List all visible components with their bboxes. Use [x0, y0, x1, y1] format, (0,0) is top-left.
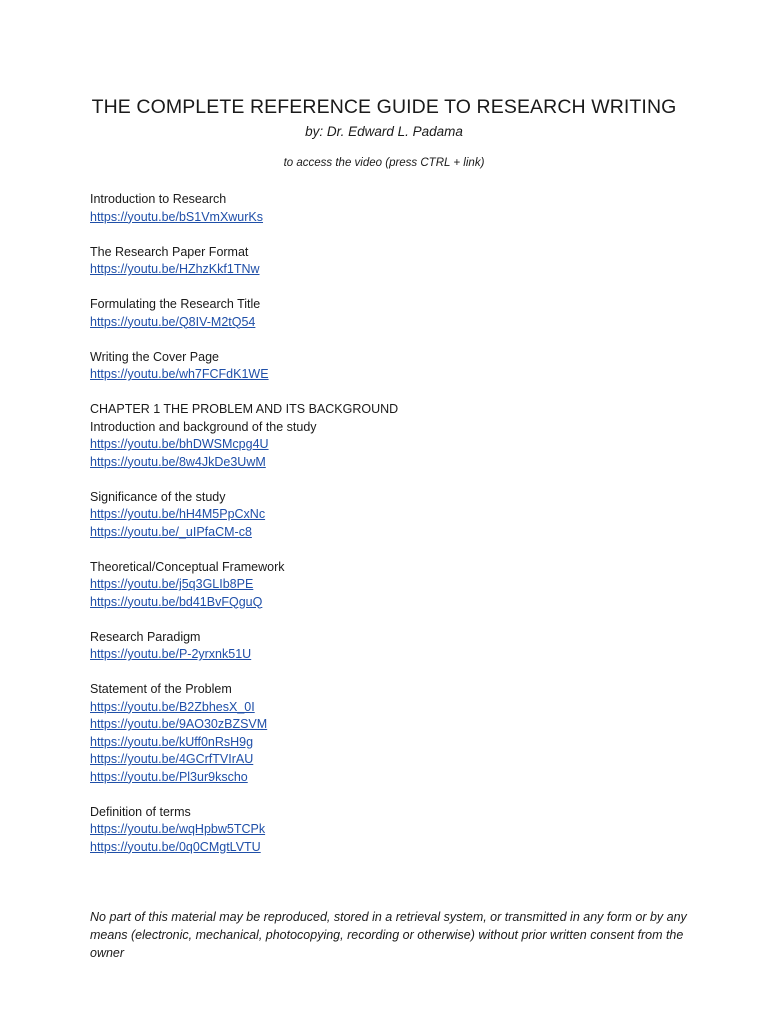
- section-heading: Definition of terms: [90, 804, 191, 819]
- video-link[interactable]: https://youtu.be/j5q3GLIb8PE: [90, 577, 254, 591]
- section-heading: Statement of the Problem: [90, 682, 232, 696]
- video-link[interactable]: https://youtu.be/P-2yrxnk51U: [90, 647, 252, 661]
- section-heading: Writing the Cover Page: [90, 349, 219, 364]
- video-link[interactable]: https://youtu.be/Q8IV-M2tQ54: [90, 314, 256, 329]
- video-section: [90, 401, 690, 471]
- section-heading: Significance of the study: [90, 489, 226, 504]
- section-heading: Introduction to Research: [90, 192, 227, 206]
- video-link[interactable]: https://youtu.be/bS1VmXwurKs: [90, 209, 264, 224]
- video-link[interactable]: https://youtu.be/bd41BvFQguQ: [90, 594, 263, 609]
- section-heading: Formulating the Research Title: [90, 297, 261, 311]
- document-title: THE COMPLETE REFERENCE GUIDE TO RESEARCH WRITING: [91, 96, 677, 118]
- author-line: by: Dr. Edward L. Padama: [305, 124, 463, 139]
- video-section: [90, 191, 690, 226]
- video-link[interactable]: https://youtu.be/hH4M5PpCxNc: [90, 507, 266, 521]
- video-section: [90, 804, 690, 857]
- video-link[interactable]: https://youtu.be/wh7FCFdK1WE: [90, 367, 269, 381]
- video-section: [90, 349, 690, 384]
- video-section: [90, 629, 690, 664]
- video-link[interactable]: https://youtu.be/9AO30zBZSVM: [90, 717, 268, 731]
- copyright-disclaimer: No part of this material may be reproduced, stored in a retrieval system, or transmitted in any form or by any means (electronic, mechanical, photocopying, recording or otherwise) without prior written consent from the owner: [90, 910, 687, 960]
- video-link[interactable]: https://youtu.be/Pl3ur9kscho: [90, 769, 248, 784]
- video-link[interactable]: https://youtu.be/8w4JkDe3UwM: [90, 454, 266, 469]
- video-link[interactable]: https://youtu.be/wqHpbw5TCPk: [90, 822, 266, 836]
- section-heading: The Research Paper Format: [90, 244, 249, 259]
- video-section: [90, 489, 690, 542]
- video-section: [90, 681, 690, 786]
- section-heading: Research Paradigm: [90, 629, 201, 644]
- access-note: to access the video (press CTRL + link): [283, 157, 485, 169]
- video-link[interactable]: https://youtu.be/HZhzKkf1TNw: [90, 262, 260, 276]
- video-section: [90, 296, 690, 331]
- video-sections: [90, 191, 690, 874]
- video-link[interactable]: https://youtu.be/0q0CMgtLVTU: [90, 839, 261, 854]
- video-link[interactable]: https://youtu.be/4GCrfTVIrAU: [90, 752, 254, 766]
- video-link[interactable]: https://youtu.be/B2ZbhesX_0I: [90, 699, 255, 714]
- section-heading: Theoretical/Conceptual Framework: [90, 559, 285, 574]
- video-section: [90, 559, 690, 612]
- video-link[interactable]: https://youtu.be/kUff0nRsH9g: [90, 734, 254, 749]
- video-link[interactable]: https://youtu.be/bhDWSMcpg4U: [90, 437, 269, 451]
- video-link[interactable]: https://youtu.be/_uIPfaCM-c8: [90, 524, 252, 539]
- section-heading: Introduction and background of the study: [90, 419, 317, 434]
- section-heading: CHAPTER 1 THE PROBLEM AND ITS BACKGROUND: [90, 402, 399, 416]
- video-section: [90, 244, 690, 279]
